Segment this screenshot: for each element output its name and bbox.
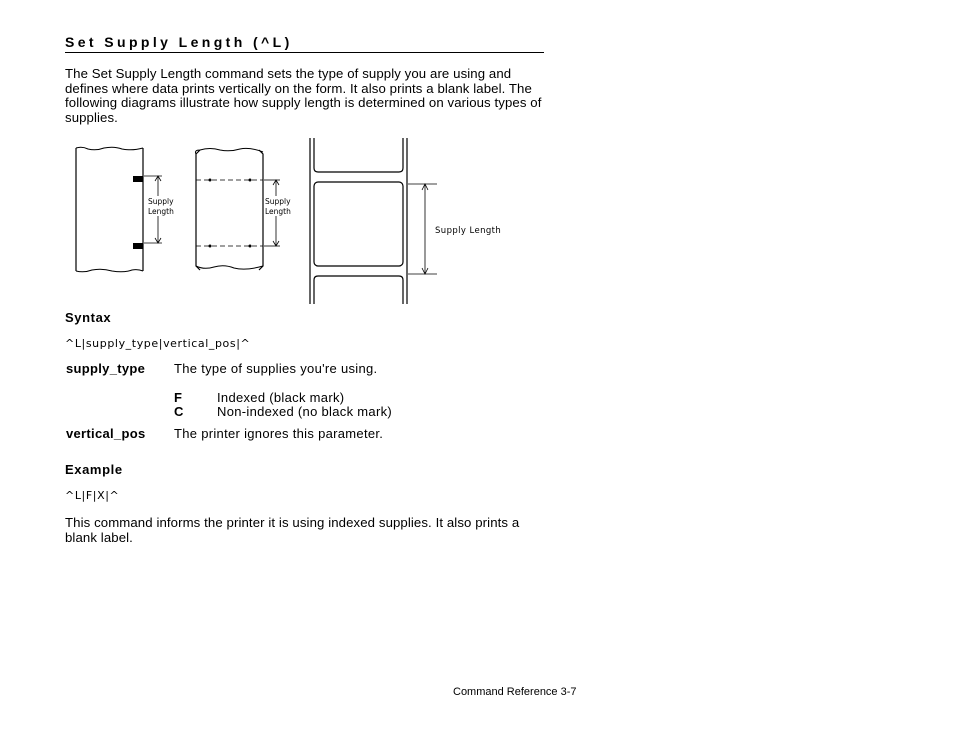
diagram2-length-label: Length	[265, 207, 291, 216]
option-desc: Non-indexed (no black mark)	[217, 404, 393, 419]
option-desc: Indexed (black mark)	[217, 390, 345, 405]
param-supply-type-name: supply_type	[66, 361, 146, 376]
black-mark-bottom	[133, 243, 143, 249]
option-code: F	[174, 390, 182, 405]
page-footer: Command Reference 3-7	[453, 686, 577, 698]
syntax-code: ^L|supply_type|vertical_pos|^	[65, 337, 251, 350]
example-description: This command informs the printer it is using indexed supplies. It also prints a blank label.	[65, 515, 520, 545]
diagram1-supply-label: Supply	[148, 197, 174, 206]
syntax-heading: Syntax	[65, 310, 112, 325]
page-title: Set Supply Length (^L)	[65, 33, 544, 53]
intro-paragraph: The Set Supply Length command sets the type of supply you are using and defines where data prints vertically on the form. It also prints a blank label. The following diagrams illustrate how supply length is determined on various types of supplies.	[65, 66, 542, 125]
diagram3-supply-length-label: Supply Length	[435, 226, 502, 236]
option-code: C	[174, 404, 184, 419]
param-supply-type-desc: The type of supplies you're using.	[174, 361, 378, 376]
param-vertical-pos-name: vertical_pos	[66, 426, 146, 441]
example-heading: Example	[65, 462, 123, 477]
example-code: ^L|F|X|^	[65, 489, 120, 502]
label-shape	[314, 182, 403, 266]
diagram2-supply-label: Supply	[265, 197, 291, 206]
die-cut-labels-diagram	[310, 138, 437, 304]
supply-length-diagram	[70, 138, 530, 306]
black-mark-top	[133, 176, 143, 182]
diagram1-length-label: Length	[148, 207, 174, 216]
param-vertical-pos-desc: The printer ignores this parameter.	[174, 426, 384, 441]
